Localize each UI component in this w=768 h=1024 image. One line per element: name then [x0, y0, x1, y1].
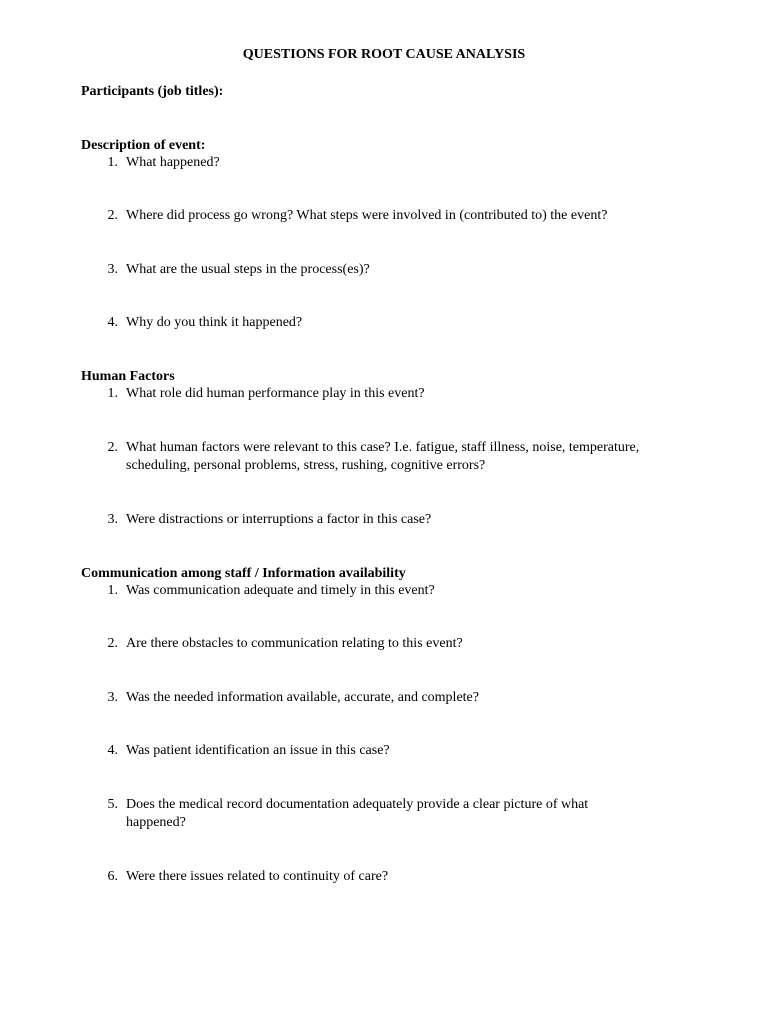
- list-item-number: 6.: [107, 869, 118, 884]
- list-item-text: What role did human performance play in this event?: [126, 386, 425, 401]
- list-item-number: 5.: [107, 797, 118, 812]
- list-item-text: Was communication adequate and timely in this event?: [126, 583, 435, 598]
- list-item-number: 4.: [107, 743, 118, 758]
- section-heading-description: Description of event:: [81, 138, 206, 153]
- participants-label: Participants (job titles):: [81, 84, 224, 99]
- list-item-text: Are there obstacles to communication relating to this event?: [126, 636, 463, 651]
- list-item-number: 4.: [107, 315, 118, 330]
- list-item-text: Where did process go wrong? What steps were involved in (contributed to) the event?: [126, 208, 608, 223]
- page-title: QUESTIONS FOR ROOT CAUSE ANALYSIS: [242, 47, 526, 62]
- list-item-number: 1.: [107, 583, 118, 598]
- section-heading-human-factors: Human Factors: [81, 369, 175, 384]
- list-item-number: 2.: [107, 440, 118, 455]
- list-item-number: 2.: [107, 208, 118, 223]
- section-heading-communication: Communication among staff / Information availability: [81, 566, 406, 581]
- list-item-text: Does the medical record documentation adequately provide a clear picture of what happened?: [126, 797, 589, 830]
- list-item-text: What happened?: [126, 155, 220, 170]
- list-item-number: 1.: [107, 155, 118, 170]
- list-item-text: What are the usual steps in the process(es)?: [126, 262, 370, 277]
- list-item-number: 3.: [107, 262, 118, 277]
- list-item-number: 1.: [107, 386, 118, 401]
- list-item-text: Why do you think it happened?: [126, 315, 303, 330]
- list-item-text: Was patient identification an issue in this case?: [126, 743, 390, 758]
- list-item-number: 3.: [107, 690, 118, 705]
- list-item-text: Were distractions or interruptions a factor in this case?: [126, 512, 432, 527]
- list-item-text: What human factors were relevant to this case? I.e. fatigue, staff illness, noise, temperature, scheduling, personal problems, stress, rushing, cognitive errors?: [126, 440, 640, 473]
- list-item-number: 3.: [107, 512, 118, 527]
- list-item-number: 2.: [107, 636, 118, 651]
- list-item-text: Were there issues related to continuity of care?: [126, 869, 389, 884]
- list-item-text: Was the needed information available, accurate, and complete?: [126, 690, 479, 705]
